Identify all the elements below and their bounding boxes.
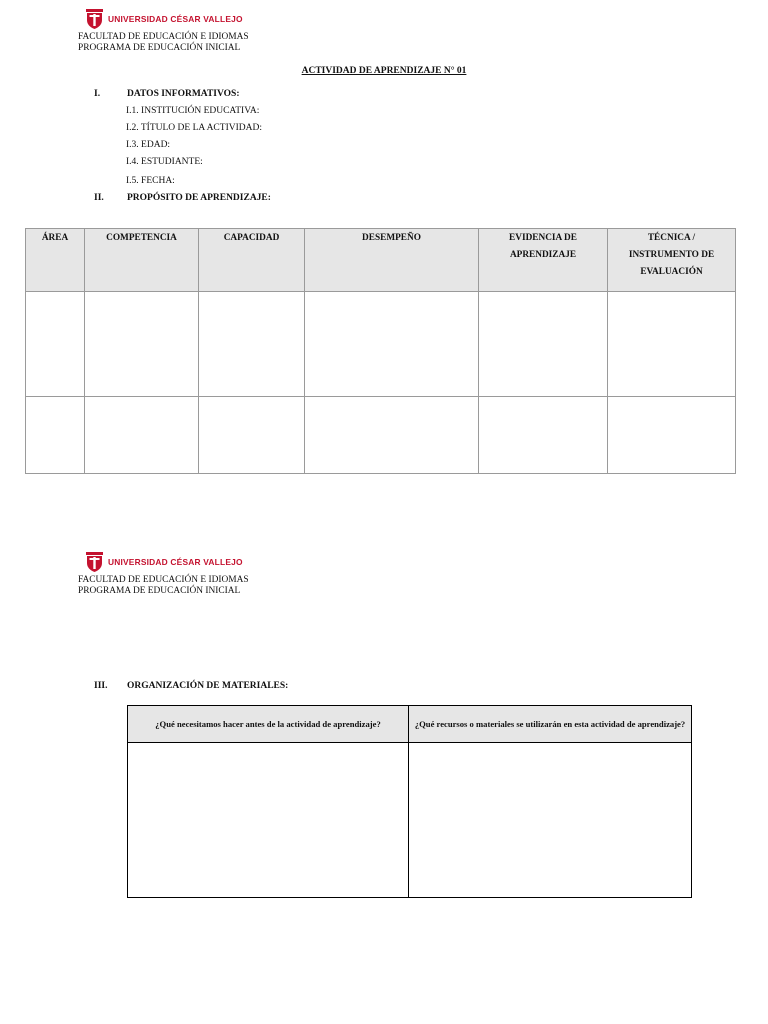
table-cell[interactable]: [199, 292, 305, 397]
section-1-number: I.: [94, 89, 101, 99]
column-header-before-activity: ¿Qué necesitamos hacer antes de la actividad de aprendizaje?: [128, 706, 409, 743]
faculty-block: [78, 32, 249, 53]
table-cell[interactable]: [199, 397, 305, 474]
column-header-tecnica: TÉCNICA / INSTRUMENTO DE EVALUACIÓN: [608, 229, 736, 292]
faculty-name: FACULTAD DE EDUCACIÓN E IDIOMAS: [78, 32, 249, 42]
university-logo: [86, 9, 243, 29]
table-cell[interactable]: [608, 397, 736, 474]
info-item-student: I.4. ESTUDIANTE:: [126, 157, 203, 167]
faculty-name: FACULTAD DE EDUCACIÓN E IDIOMAS: [78, 575, 249, 585]
university-crest-icon: [86, 552, 103, 572]
table-row: [26, 292, 736, 397]
materials-table: [127, 705, 692, 898]
table-cell[interactable]: [128, 743, 409, 898]
university-name: UNIVERSIDAD CÉSAR VALLEJO: [108, 557, 243, 567]
section-3-number: III.: [94, 681, 108, 691]
info-item-age: I.3. EDAD:: [126, 140, 171, 150]
column-header-area: ÁREA: [26, 229, 85, 292]
table-header-row: [128, 706, 692, 743]
table-row: [128, 743, 692, 898]
table-cell[interactable]: [608, 292, 736, 397]
university-crest-icon: [86, 9, 103, 29]
learning-purpose-table: [25, 228, 736, 474]
table-cell[interactable]: [305, 292, 479, 397]
info-item-institution: I.1. INSTITUCIÓN EDUCATIVA:: [126, 106, 260, 116]
info-item-activity-title: I.2. TÍTULO DE LA ACTIVIDAD:: [126, 123, 262, 133]
table-cell[interactable]: [479, 397, 608, 474]
column-header-desempeno: DESEMPEÑO: [305, 229, 479, 292]
university-logo: [86, 552, 243, 572]
section-2-title: PROPÓSITO DE APRENDIZAJE:: [127, 193, 271, 203]
faculty-block: [78, 575, 249, 596]
table-cell[interactable]: [305, 397, 479, 474]
table-cell[interactable]: [26, 397, 85, 474]
table-cell[interactable]: [479, 292, 608, 397]
table-header-row: [26, 229, 736, 292]
column-header-competencia: COMPETENCIA: [85, 229, 199, 292]
document-title: ACTIVIDAD DE APRENDIZAJE N° 01: [301, 66, 467, 76]
table-cell[interactable]: [85, 397, 199, 474]
table-cell[interactable]: [26, 292, 85, 397]
table-cell[interactable]: [409, 743, 692, 898]
column-header-evidencia: EVIDENCIA DE APRENDIZAJE: [479, 229, 608, 292]
program-name: PROGRAMA DE EDUCACIÓN INICIAL: [78, 585, 241, 596]
section-1-title: DATOS INFORMATIVOS:: [127, 89, 240, 99]
program-name: PROGRAMA DE EDUCACIÓN INICIAL: [78, 42, 241, 53]
info-item-date: I.5. FECHA:: [126, 176, 175, 186]
table-cell[interactable]: [85, 292, 199, 397]
table-row: [26, 397, 736, 474]
section-2-number: II.: [94, 193, 104, 203]
university-name: UNIVERSIDAD CÉSAR VALLEJO: [108, 14, 243, 24]
column-header-capacidad: CAPACIDAD: [199, 229, 305, 292]
column-header-resources: ¿Qué recursos o materiales se utilizarán en esta actividad de aprendizaje?: [409, 706, 692, 743]
section-3-title: ORGANIZACIÓN DE MATERIALES:: [127, 681, 289, 691]
